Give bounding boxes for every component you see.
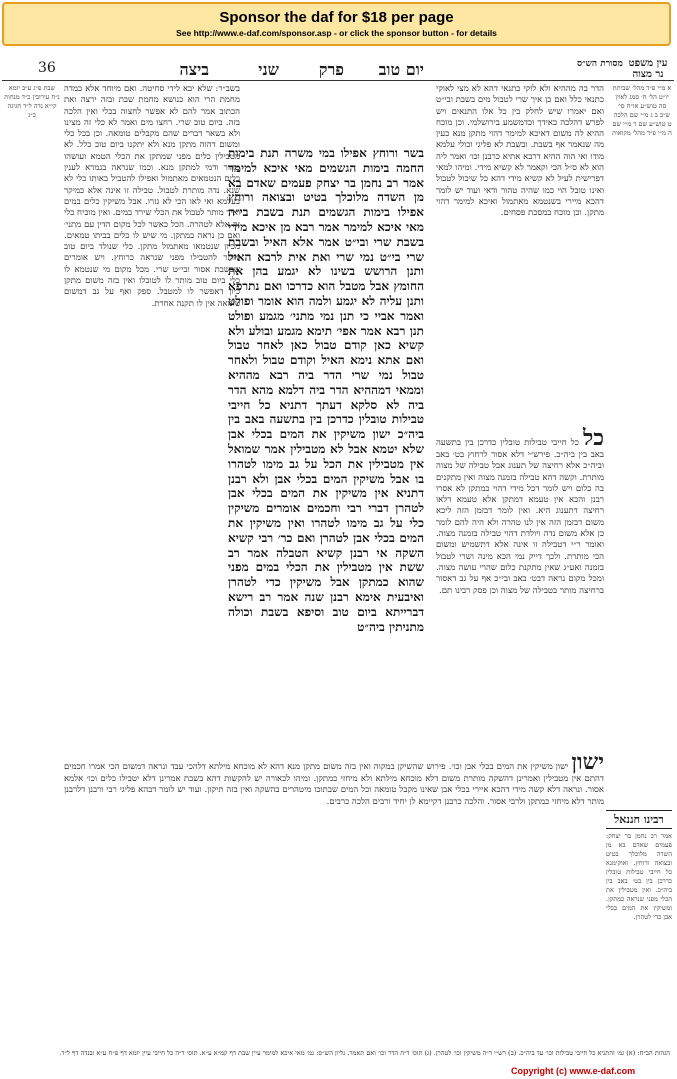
copyright-link[interactable]: Copyright (c) www.e-daf.com xyxy=(511,1066,636,1076)
bottom-glosses: הגהות הב״ח: (א) גמ׳ והתניא כל חייבי טבילות וכו׳ עד ביה״כ. (ב) רש״י ד״ה משיקין וכו׳ לטהרן. (ג) תוס׳ ד״ה הדר וכו׳ ואם תאמר. גליון הש״ס: גמ׳ מאי איכא למימר עיין שבת דף קמ״א ע״א. תוס׳ ד״ה כל חייבי עיין יומא דף פ״ח ע״א ובנדה דף ל״ד. xyxy=(59,1050,670,1057)
tosafot-bottom-text: ישון משיקין את המים בכלי אבן וכו׳. פירוש שהשיקן במקוה ואין בזה משום מתקן מנא דהא לא מוכחא מילתא דלהכי עבד ונראה דמשום הכי אמרו חכמים דהתם אין מטבילין ואמרינן דהשקה מותרת משום דלא מוכחא מילתא ולא מיחזי כמתקן. ומיהו לכאורה יש להקשות דהא בשבת אמרינן דלא יטבילו כלים וכו׳ אלמא אסור. ונראה דלא קשה מידי דהכא איירי בכלי אבן שאינו מקבל טומאה וכל המים שבתוכו מיטהרים בהשקה ואין בזה תיקון. ועוד יש לומר דבהא פליגי רבי ורבנן דלרבנן מותר דלא מיחזי כמתקן ולרבי אסור. והלכה כרבנן דקיימא לן יחיד ורבים הלכה כרבים. xyxy=(64,762,604,807)
ein-mishpat-notes: א מ״י פ״ד מהל׳ שביתת יו״ט הל׳ ח׳ סמג לאוין סה טוש״ע או״ח סי׳ ש״ב ב ג מ״י שם הלכה ט טוש״ע שם ד מ״י שם ה מ״י פ״ד מהל׳ מקואות xyxy=(612,84,672,137)
tosafot-top: הדר בה מההיא ולא לוקי כתנאי דהא לא מצי לאוקי כתנאי כלל ואם כן איך שרי לטבול מים בשבת ובי״ט ואם יאמרו שיש לחלק בין כל אלו התנאים ויש לפרש דהלכה כאידך וכדמשמע בירושלמי. וכן מוכח ההיא לה משום דאיכא למימר דהוי מתקן מנא כעין מה שנאמר אף בשבת. ובשבת לא פליגי וכולי עלמא מודו ואי הוה ההיא דרבא אתיא כרבנן וכו׳ ואמר ליה הוא לא ס״ל הכי וקאמר לא קשיא מידי. ומיהו למאי דפרישית לעיל לא קשיא מידי דהא כל שיכול לטבול ואינו טובל הוי כמו שהיה טהור ודאי ועוד יש לומר דהכא מיירי בשנטמא מאתמול ואיכא למימר דהוי מתקן. וכן מוכח במסכת פסחים. xyxy=(436,84,604,219)
title-yom-tov: יום טוב xyxy=(378,60,424,79)
dibbur-hamatchil-yeshun: ישון xyxy=(571,750,604,775)
rashi-commentary: בשב״ר: שלא יבא לידי סחיטה. ואם מיוחד אלא כמדה מחמת הרי הוא כנושא מחמת שבת ובזה ירצה ואת הכתוב אמר להם לא אפשר לחצוה בכלי ואין הלכה בזה. ביום טוב שרי. רחצו מים ואמר לא כלי זה מצינו ולא בשאר דברים שהם מקבלים טומאה. וכן בכל כלי ומשום דהוה מתקן מנא ולא יתקנו ביום טוב כלל. לא מטבילין כלים מפני שמתקן את הכלי הטמא ועושהו טהור ודמי למתקן מנא. וכמו שנראה בגמרא לענין כלים הנטמאים מאתמול ואפילו להטביל באותו כלי לא שנא. נדה מותרת לטבול. טבילה זו אינה אלא כמיקר בעלמא ואי לאו הכי לא גזרו. אבל משיקין כלים במים ואיך מותר לטבול את הכלי שירד במים. ואין מוכיח כלי זה אלא לטהרה. הכל כאשר לכל מקום הדין עם מתני׳ ואם כן נראה כמתקן. מי שיש לו כלים בביתו טמאים. מכיון שנטמאו מאתמול מתקן. כלי שנולד ביום טוב מותר להטבילו מפני שנראה כרוחץ. ויש אומרים שבשבת אסור ובי״ט שרי. מכל מקום מי שנטמא לו כלי ביום טוב מותר לו לטובלו ואין בזה משום מתקן כיון דאפשר לו למטבל. ספק ואף על גב דמשום טומאה אין לו תקנה אחרת. xyxy=(64,84,240,309)
page-number: 36 xyxy=(38,60,56,76)
title-beitzah: ביצה xyxy=(179,60,209,79)
masoret-label: מסורת הש״ס xyxy=(577,59,623,69)
rabbeinu-chananel-title: רבינו חננאל xyxy=(606,810,672,829)
gemara-text: בשר ורוחץ אפילו במי משרה תנת בימות החמה בימות הגשמים מאי איכא למימר אמר רב נחמן בר יצחק פעמים שאדם בא מן השדה מלוכלך בטיט ובצואה ורוחץ אפילו בימות הגשמים תנת בשבת בי״ה מאי איכא למימר אמר רבא מן איכא מידי בשבת שרי ובי״ט אמר אלא האיל ובשבת שרי בי״ט נמי שרי ואת אית לרבא האיל ותנן הרושש בשינו לא יגמע בהן את החומץ אבל מטבל הוא כדרכו ואם נתרפא ותנן עליה לא יגמע ולמה הוא אומר ופולט ואמר אביי כי תנן נמי מתני׳ מגמע ופולט תנן רבא אמר אפי׳ תימא מגמע ובולע ולא קשיא כאן קודם טבול כאן לאחר טבול ואם אתא נימא האיל וקודם טבול ולאחר טבול נמי שרי הדר ביה רבא מההיא וממאי דמההיא הדר ביה דלמא מהא הדר ביה לא סלקא דעתך דתניא כל חייבי טבילות טובלין כדרכן בין בתשעה באב בין ביה״כ ישון משיקין את המים בכלי אבן שלא יטמא אבל לא מטבילין אמר שמואל אין מטבילין את הכל על גב מימו לטהרו בו אבל משיקין המים בכלי אבן ולא רבנן דתניא אין משיקין את המים בכלי אבן לטהרן דברי רבי וחכמים אומרים משיקין כלי על גב מימו לטהרו ואין משיקין את המים בכלי אבן לטהרן ואם כר׳ רבי קשיא השקה אי רבנן קשיא הטבלה אמר רב ששת אין מטבילין את הכלי במים מפני שהוא כמתקן אבל משיקין כדי לטהרן ואיבעית אימא רבנן שנה אמר רב רישא דברייתא ביום טוב וסיפא בשבת וכולה מתניתין ביה״ט xyxy=(228,146,424,634)
page-header xyxy=(2,56,674,80)
ein-mishpat-label: עין משפט נר מצוה xyxy=(628,58,668,80)
title-perek: פרק xyxy=(318,60,344,79)
header-rule xyxy=(2,80,674,81)
dibbur-hamatchil-kol: כל xyxy=(582,426,604,451)
tosafot-kol-text: כל חייבי טבילות טובלין כדרכן בין בתשעה באב בין ביה״כ. פירש״י דלא אסור לרחוץ בט׳ באב וביה״כ אלא רחיצה של תענוג אבל טבילה של מצוה מותרת. וקשה דהא טבילה בזמנה מצוה ואין מתקנים בה כלום ויש לומר דכל מידי דהוי כמתקן לא אסרו רבנן והכא אין טעמא דמתקן אלא טעמא דלאו רחיצה דתענוג היא. ואין לומר דבזמן הזה ליכא משום דבזמן הזה אין לנו טהרה ולא היה להם לומר כן אלא משום נדה ויולדת דהוי טבילה בזמנה מצוה. ואומר ר״י דטבילה זו אינה אלא דתשמיש ומשום הכי מותרת. ולכך דייק נמי הכא מינה ושרי לטבול בזמנה ואע״ג שאין מתקנת כלום שהרי עושה מצוה. ומכל מקום נראה דבט׳ באב ובי״כ אף על גב דאסור ברחיצה מותר בטבילה של מצוה וכן פסק רבינו תם. xyxy=(436,438,604,596)
title-sheni: שני xyxy=(258,60,279,79)
talmud-page xyxy=(2,50,674,1062)
masoret-notes: שבת פ״ג ע״ב יומא נ״ח עירובין כ״ד מנחות קי״א נדה ל״ד חגיגה כ״ג xyxy=(4,84,60,119)
tosafot-kol xyxy=(436,426,604,676)
sponsor-subtitle: See http://www.e-daf.com/sponsor.asp - or click the sponsor button - for details xyxy=(176,28,497,38)
sponsor-title: Sponsor the daf for $18 per page xyxy=(219,9,454,26)
sponsor-banner[interactable] xyxy=(2,2,671,46)
rabbeinu-chananel-text: אמר רב נחמן בר יצחק: פעמים שאדם בא מן השדה מלוכלך בטיט ובצואה ורוחץ. ואוקימנא כל חייבי טבילות טובלין כדרכן בין בט׳ באב בין ביה״כ. ואין מטבילין את הכלי מפני שנראה כמתקן. ומשיקין את המים בכלי אבן כדי לטהרן. xyxy=(606,832,672,921)
tosafot-bottom xyxy=(64,750,604,1040)
